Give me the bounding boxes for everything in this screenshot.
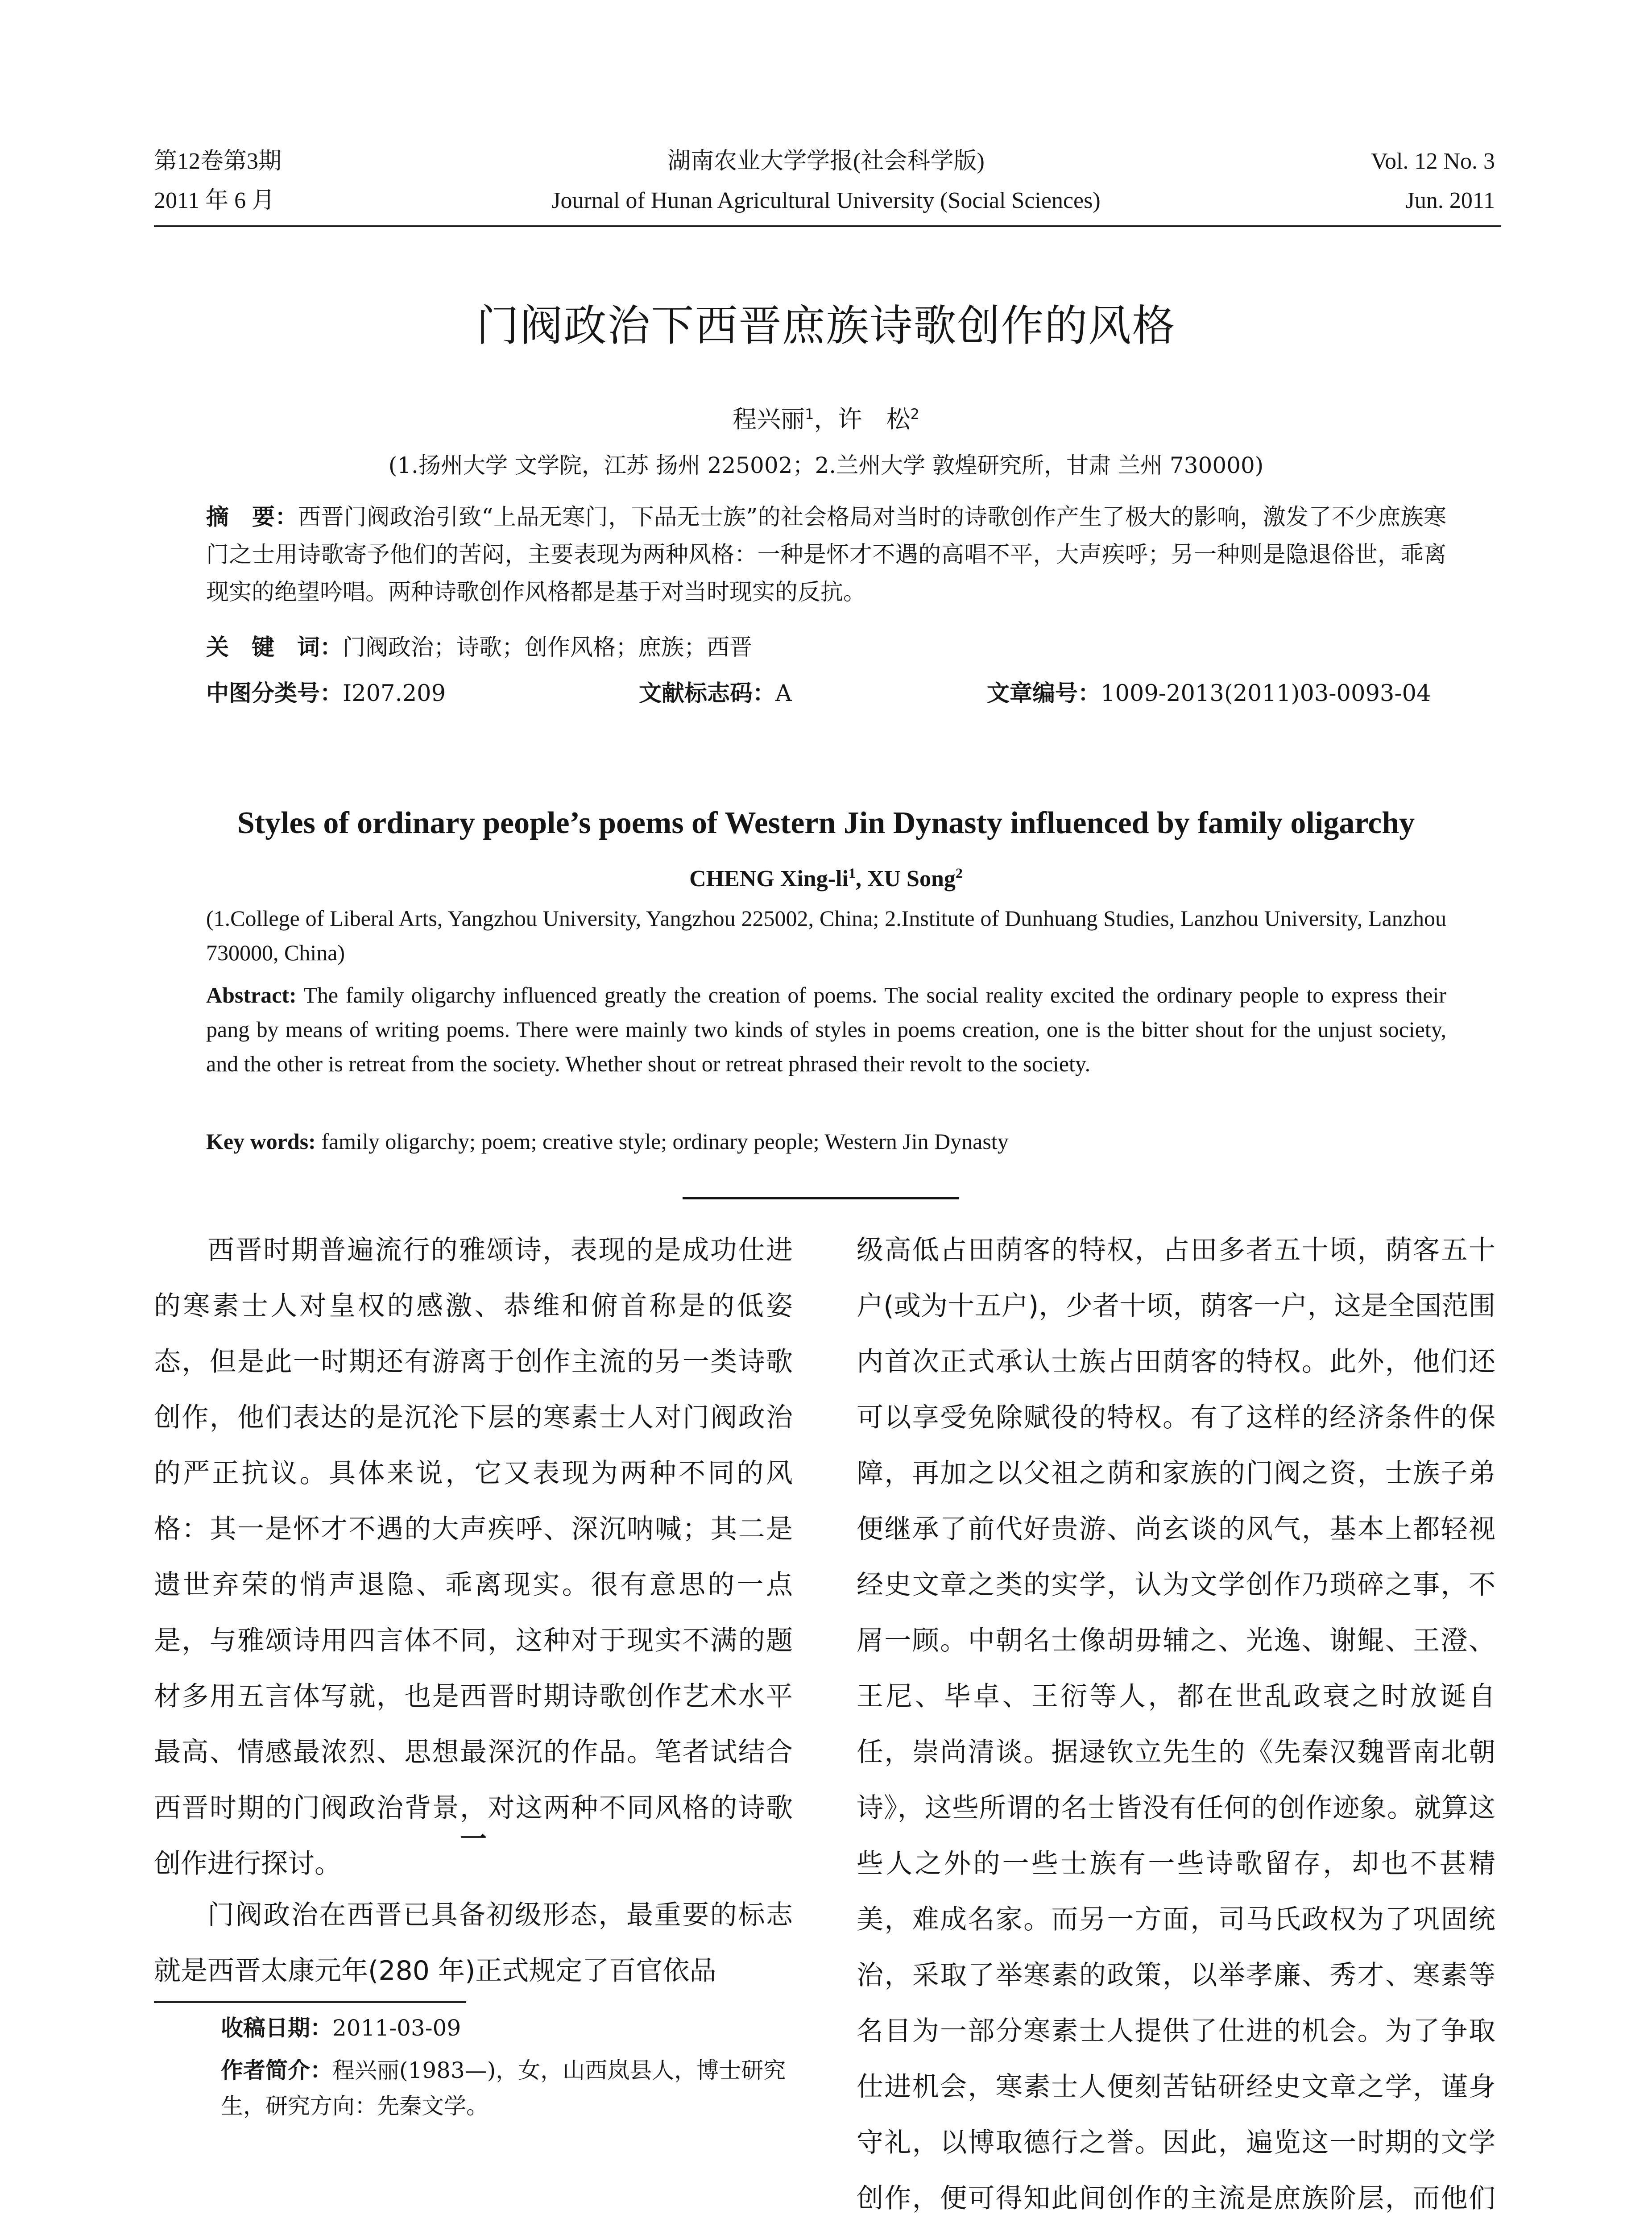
header-volume-en: Vol. 12 No. 3 <box>1371 149 1495 174</box>
authors-cn <box>0 404 1652 435</box>
header-journal-cn: 湖南农业大学学报(社会科学版) <box>667 149 985 174</box>
affiliation-cn: (1.扬州大学 文学院，江苏 扬州 225002；2.兰州大学 敦煌研究所，甘肃 兰州 730000) <box>388 452 1264 478</box>
abstract-en <box>206 978 1446 1081</box>
author2-en: XU Song <box>867 866 956 892</box>
keywords-text-en: family oligarchy; poem; creative style; ordinary people; Western Jin Dynasty <box>321 1129 1009 1154</box>
keywords-label-cn: 关 键 词： <box>206 634 343 661</box>
section-divider <box>683 1197 959 1199</box>
title-cn: 门阀政治下西晋庶族诗歌创作的风格 <box>476 301 1176 351</box>
footnote-received <box>221 2010 845 2046</box>
clc-label: 中图分类号： <box>206 680 343 707</box>
abstract-text-cn: 西晋门阀政治引致“上品无寒门，下品无士族”的社会格局对当时的诗歌创作产生了极大的影响，激发了不少庶族寒门之士用诗歌寄予他们的苦闷，主要表现为两种风格：一种是怀才不遇的高唱不平，大声疾呼；另一种则是隐退俗世，乖离现实的绝望吟唱。两种诗歌创作风格都是基于对当时现实的反抗。 <box>206 504 1446 605</box>
footnote-rule <box>154 2001 466 2003</box>
keywords-en <box>206 1124 1446 1159</box>
author1-en: CHENG Xing-li <box>689 866 849 892</box>
abstract-text-en: The family oligarchy influenced greatly the creation of poems. The social reality excited the ordinary people to express their pang by means of writing poems. There were mainly two kinds of styles in poems creation, one is the bitter shout for the unjust society, and the other is retreat from the society. Whether shout or retreat phrased their revolt to the society. <box>206 983 1446 1076</box>
article-no-label: 文章编号： <box>987 680 1101 707</box>
received-label: 收稿日期： <box>221 2015 332 2041</box>
author1-sup: 1 <box>805 406 814 423</box>
keywords-label-en: Key words: <box>206 1129 316 1154</box>
footnote-author-bio <box>170 2053 794 2124</box>
abstract-label-cn: 摘 要： <box>206 504 298 531</box>
received-value: 2011-03-09 <box>332 2015 461 2041</box>
doc-code-label: 文献标志码： <box>639 680 776 707</box>
doc-code-value: A <box>775 680 792 707</box>
author2-cn: 许 松 <box>838 405 911 433</box>
title-en: Styles of ordinary people’s poems of Western Jin Dynasty influenced by family oligarchy <box>237 806 1415 840</box>
author-en-separator: , <box>855 866 867 892</box>
body-paragraph-right: 级高低占田荫客的特权，占田多者五十顷，荫客五十户(或为十五户)，少者十顷，荫客一户，这是全国范围内首次正式承认士族占田荫客的特权。此外，他们还可以享受免除赋役的特权。有了这样的经济条件的保障，再加之以父祖之荫和家族的门阀之资，士族子弟便继承了前代好贵游、尚玄谈的风气，基本上都轻视经史文章之类的实学，认为文学创作乃琐碎之事，不屑一顾。中朝名士像胡毋辅之、光逸、谢鲲、王澄、王尼、毕卓、王衍等人，都在世乱政衰之时放诞自任，崇尚清谈。据逯钦立先生的《先秦汉魏晋南北朝诗》，这些所谓的名士皆没有任何的创作迹象。就算这些人之外的一些士族有一些诗歌留存，却也不甚精美，难成名家。而另一方面，司马氏政权为了巩固统治，采取了举寒素的政策，以举孝廉、秀才、寒素等名目为一部分寒素士人提供了仕进的机会。为了争取仕进机会，寒素士人便刻苦钻研经史文章之学，谨身守礼，以博取德行之誉。因此，遍览这一时期的文学创作，便可得知此间创作的主流是庶族阶层，而他们 <box>857 1235 1495 2214</box>
author-separator: ， <box>814 405 838 433</box>
body-left-column <box>154 1223 793 1892</box>
document-code <box>639 678 792 709</box>
abstract-cn <box>206 499 1446 611</box>
body-paragraph-section1: 门阀政治在西晋已具备初级形态，最重要的标志就是西晋太康元年(280 年)正式规定了百官依品 <box>154 1899 793 1986</box>
author1-cn: 程兴丽 <box>733 405 805 433</box>
keywords-text-cn: 门阀政治；诗歌；创作风格；庶族；西晋 <box>343 634 753 661</box>
bio-value: 程兴丽(1983—)，女，山西岚县人，博士研究生，研究方向：先秦文学。 <box>221 2057 786 2119</box>
header-rule <box>154 225 1501 227</box>
body-right-column <box>857 1223 1495 2231</box>
affiliation-en: (1.College of Liberal Arts, Yangzhou University, Yangzhou 225002, China; 2.Institute of Dunhuang Studies, Lanzhou University, Lanzhou 730000, China) <box>206 906 1446 965</box>
keywords-cn <box>206 629 1446 667</box>
bio-line <box>170 2053 794 2124</box>
header-journal-en: Journal of Hunan Agricultural University (Social Sciences) <box>551 188 1101 213</box>
body-left-column-continued <box>154 1887 793 1999</box>
clc-value: I207.209 <box>343 680 446 707</box>
author2-en-sup: 2 <box>955 865 963 881</box>
abstract-label-en: Abstract: <box>206 983 297 1008</box>
author1-en-sup: 1 <box>848 865 856 881</box>
body-paragraph-intro: 西晋时期普遍流行的雅颂诗，表现的是成功仕进的寒素士人对皇权的感激、恭维和俯首称是的低姿态，但是此一时期还有游离于创作主流的另一类诗歌创作，他们表达的是沉沦下层的寒素士人对门阀政治的严正抗议。具体来说，它又表现为两种不同的风格：其一是怀才不遇的大声疾呼、深沉呐喊；其二是遗世弃荣的悄声退隐、乖离现实。很有意思的一点是，与雅颂诗用四言体不同，这种对于现实不满的题材多用五言体写就，也是西晋时期诗歌创作艺术水平最高、情感最浓烈、思想最深沉的作品。笔者试结合西晋时期的门阀政治背景，对这两种不同风格的诗歌创作进行探讨。 <box>154 1235 793 1879</box>
article-no-value: 1009-2013(2011)03-0093-04 <box>1101 680 1431 707</box>
author2-sup: 2 <box>910 406 919 423</box>
bio-label: 作者简介： <box>221 2057 332 2083</box>
header-date-en: Jun. 2011 <box>1405 188 1495 213</box>
section-heading-one: 一 <box>460 1824 487 1855</box>
authors-en <box>0 863 1652 895</box>
clc-number <box>206 678 446 709</box>
header-date-cn: 2011 年 6 月 <box>154 188 275 213</box>
header-volume-cn: 第12卷第3期 <box>154 149 282 174</box>
article-number <box>987 678 1431 709</box>
